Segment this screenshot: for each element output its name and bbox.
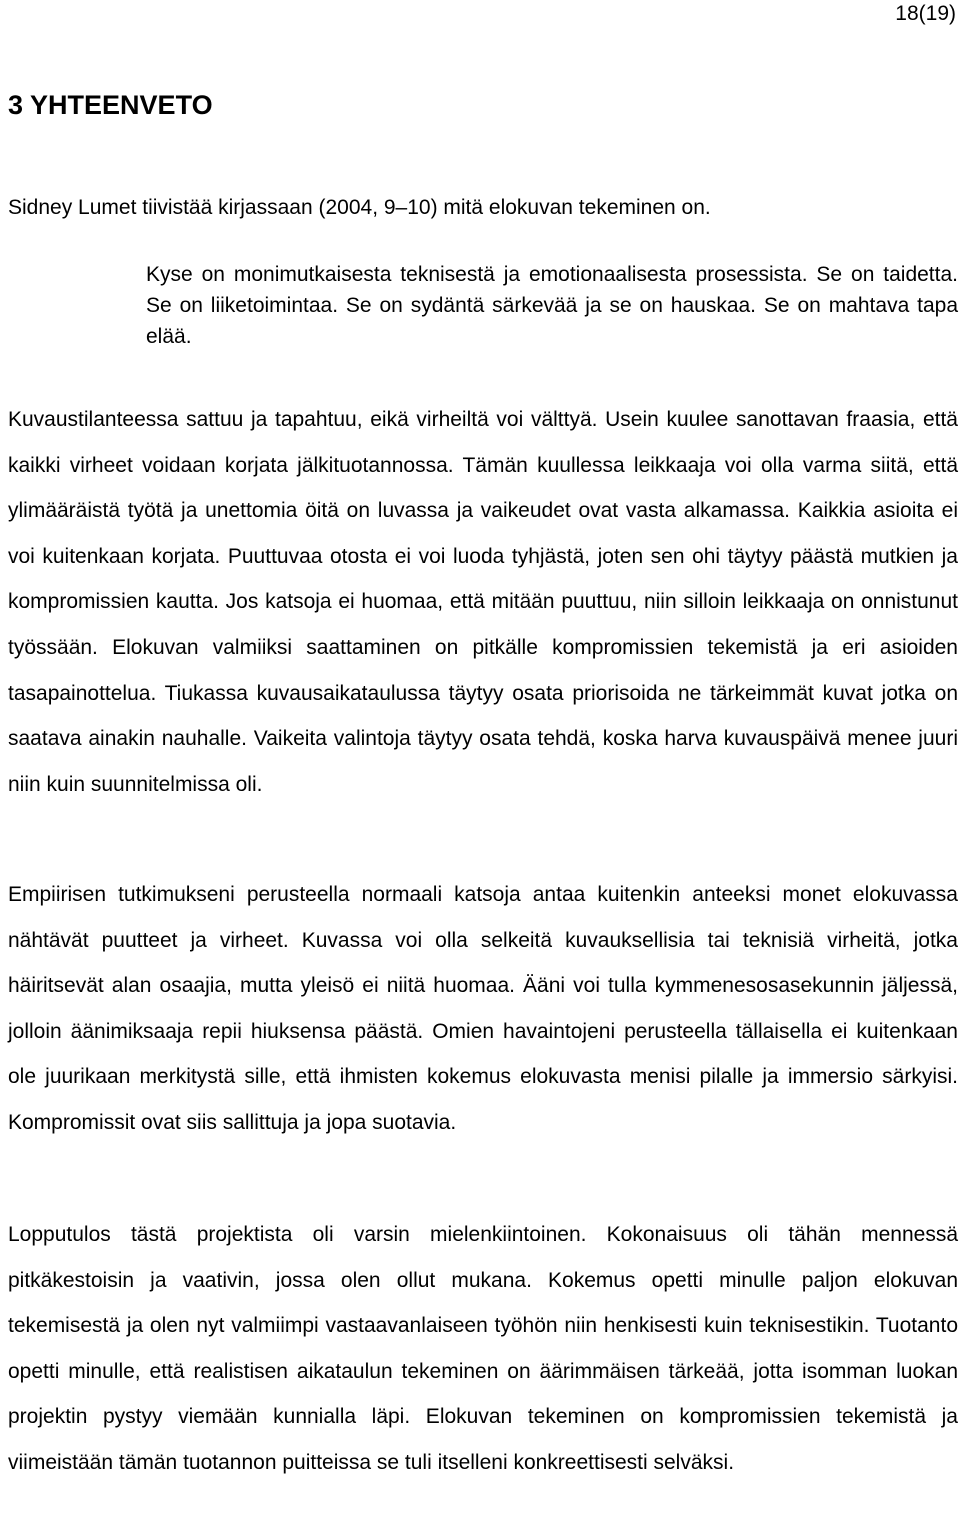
body-paragraph-outcome: Lopputulos tästä projektista oli varsin mielenkiintoinen. Kokonaisuus oli tähän mennessä pitkäkestoisin ja vaativin, jossa olen ollut mukana. Kokemus opetti minulle paljon elokuvan tekemisestä ja olen nyt valmiimpi vastaavanlaiseen työhön niin henkisesti kuin teknisestikin. Tuotanto opetti minulle, että realistisen aikataulun tekeminen on äärimmäisen tärkeää, jotta isomman luokan projektin pystyy viemään kunnialla läpi. Elokuvan tekeminen on kompromissien tekemistä ja viimeistään tämän tuotannon puitteissa se tuli itselleni konkreettisesti selväksi. (8, 1223, 958, 1474)
section-heading: 3 YHTEENVETO (8, 90, 213, 120)
body-paragraph-empirical: Empiirisen tutkimukseni perusteella normaali katsoja antaa kuitenkin anteeksi monet elokuvassa nähtävät puutteet ja virheet. Kuvassa voi olla selkeitä kuvauksellisia tai teknisiä virheitä, jotka häiritsevät alan osaajia, mutta yleisö ei niitä huomaa. Ääni voi tulla kymmenesosasekunnin jäljessä, jolloin äänimiksaaja repii hiuksensa päästä. Omien havaintojeni perusteella tällaisella ei kuitenkaan ole juurikaan merkitystä sille, että ihmisten kokemus elokuvasta menisi pilalle ja immersio särkyisi. Kompromissit ovat siis sallittuja ja jopa suotavia. (8, 883, 958, 1134)
intro-paragraph: Sidney Lumet tiivistää kirjassaan (2004, 9–10) mitä elokuvan tekeminen on. (8, 196, 711, 219)
block-quote: Kyse on monimutkaisesta teknisestä ja emotionaalisesta prosessista. Se on taidetta. Se on liiketoimintaa. Se on sydäntä särkevää ja se on hauskaa. Se on mahtava tapa elää. (146, 263, 958, 348)
body-paragraph-compromises: Kuvaustilanteessa sattuu ja tapahtuu, eikä virheiltä voi välttyä. Usein kuulee sanottavan fraasia, että kaikki virheet voidaan korjata jälkituotannossa. Tämän kuullessa leikkaaja voi olla varma siitä, että ylimääräistä työtä ja unettomia öitä on luvassa ja vaikeudet ovat vasta alkamassa. Kaikkia asioita ei voi kuitenkaan korjata. Puuttuvaa otosta ei voi luoda tyhjästä, joten sen ohi täytyy päästä mutkien ja kompromissien kautta. Jos katsoja ei huomaa, että mitään puuttuu, niin silloin leikkaaja on onnistunut työssään. Elokuvan valmiiksi saattaminen on pitkälle kompromissien tekemistä ja eri asioiden tasapainottelua. Tiukassa kuvausaikataulussa täytyy osata priorisoida ne tärkeimmät kuvat jotka on saatava ainakin nauhalle. Vaikeita valintoja täytyy osata tehdä, koska harva kuvauspäivä menee juuri niin kuin suunnitelmissa oli. (8, 408, 958, 796)
page-number: 18(19) (895, 2, 956, 25)
